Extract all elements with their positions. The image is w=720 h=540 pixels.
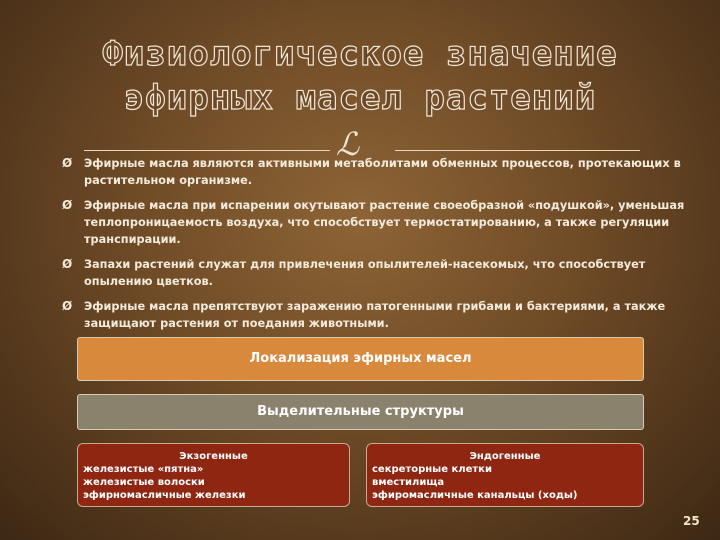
endogenous-item: эфиромасличные канальцы (ходы) xyxy=(372,490,578,501)
bullet-list xyxy=(62,155,697,340)
localization-box: Локализация эфирных масел xyxy=(77,337,644,381)
slide-title-line-2: эфирных масел растений xyxy=(123,78,597,118)
slide-title xyxy=(0,32,720,120)
bullet-arrow-icon: Ø xyxy=(62,198,73,212)
bullet-text: Запахи растений служат для привлечения опылителей-насекомых, что способствует опылению цветков. xyxy=(84,258,646,288)
exogenous-item: эфирномасличные железки xyxy=(83,490,246,501)
ornament-flourish-icon: ℒ xyxy=(336,125,360,163)
bullet-item xyxy=(62,155,697,189)
bullet-arrow-icon: Ø xyxy=(62,257,73,271)
endogenous-item: вместилища xyxy=(372,477,445,488)
bullet-text: Эфирные масла препятствуют заражению патогенными грибами и бактериями, а также защищают растения от поедания животными. xyxy=(84,300,666,330)
excretory-structures-box: Выделительные структуры xyxy=(77,394,644,430)
title-divider-left xyxy=(84,150,330,151)
endogenous-item: секреторные клетки xyxy=(372,464,492,475)
exogenous-item: железистые «пятна» xyxy=(83,464,204,475)
exogenous-item: железистые волоски xyxy=(83,477,205,488)
exogenous-box xyxy=(77,443,350,507)
endogenous-heading: Эндогенные xyxy=(469,451,541,462)
bullet-arrow-icon: Ø xyxy=(62,156,73,170)
bullet-item xyxy=(62,256,697,290)
exogenous-heading: Экзогенные xyxy=(179,451,248,462)
bullet-item xyxy=(62,197,697,248)
bullet-text: Эфирные масла при испарении окутывают растение своеобразной «подушкой», уменьшая теплопроницаемость воздуха, что способствует термостатированию, а также регуляции транспирации. xyxy=(84,199,685,246)
bullet-item xyxy=(62,298,697,332)
slide-title-line-1: Физиологическое значение xyxy=(102,34,618,74)
page-number: 25 xyxy=(683,514,700,528)
title-divider-right xyxy=(395,150,640,151)
bullet-arrow-icon: Ø xyxy=(62,299,73,313)
endogenous-box xyxy=(366,443,644,507)
bullet-text: Эфирные масла являются активными метаболитами обменных процессов, протекающих в растительном организме. xyxy=(84,157,681,187)
